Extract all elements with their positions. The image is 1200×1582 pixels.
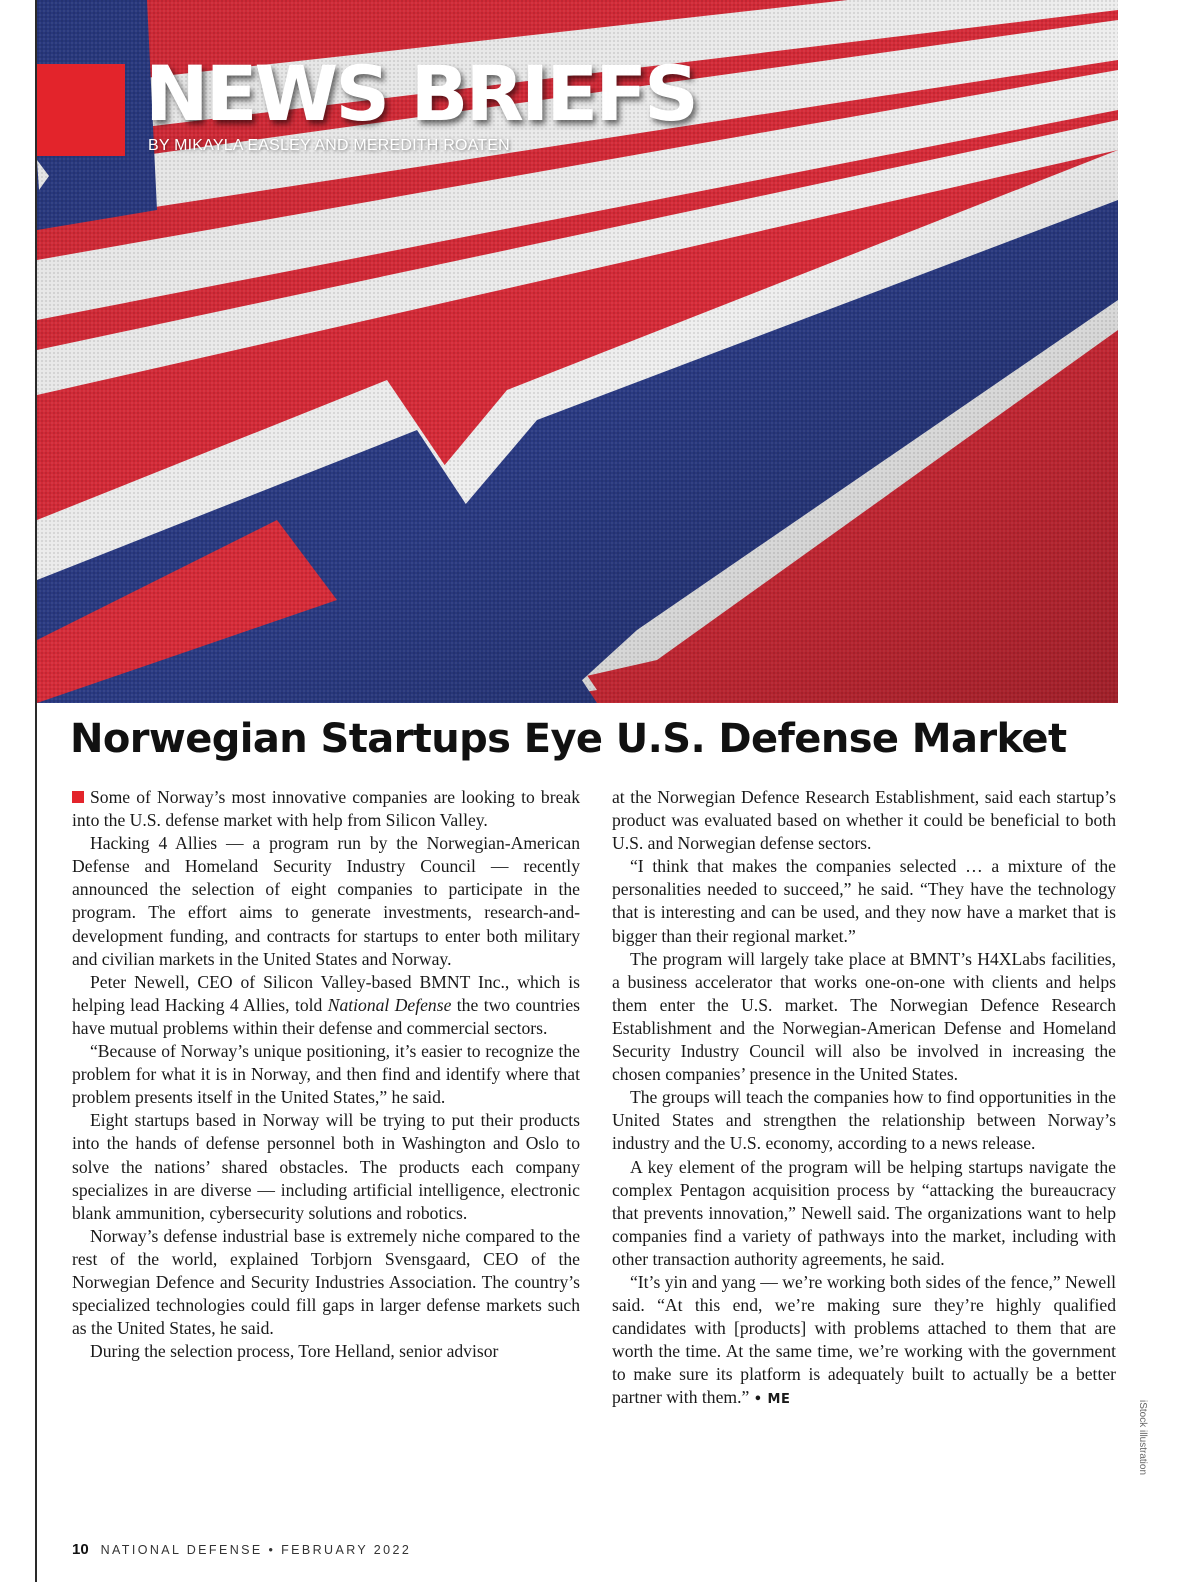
page-number: 10	[72, 1541, 89, 1558]
article-paragraph: Eight startups based in Norway will be trying to put their products into the hands of defense personnel both in Washington and Oslo to solve the nations’ shared obstacles. The products each company specializes in are diverse — including artificial intelligence, electronic blank ammunition, cybersecurity solutions and robotics.	[72, 1110, 580, 1223]
article-column-right	[612, 786, 1116, 1412]
article-paragraph	[612, 1271, 1116, 1412]
publication-name: National Defense	[327, 994, 452, 1015]
bullet-square-icon	[72, 791, 84, 803]
paragraph-text: “It’s yin and yang — we’re working both sides of the fence,” Newell said. “At this end, we’re making sure they’re highly qualified candidates with [products] with problems attached to them that are worth the time. At the same time, we’re working with the government to make sure its platform is adequately built to actually be a better partner with them.”	[612, 1271, 1116, 1408]
article-column-left	[72, 786, 580, 1363]
article-paragraph: During the selection process, Tore Helland, senior advisor	[90, 1341, 499, 1362]
article-paragraph: The program will largely take place at BMNT’s H4XLabs facilities, a business accelerator that works one-on-one with clients and helps them enter the U.S. market. The Norwegian Defence Research Establishment and the Norwegian-American Defense and Homeland Security Industry Council will also be involved in increasing the chosen companies’ presence in the United States.	[612, 948, 1116, 1085]
author-signature: • ME	[753, 1392, 791, 1408]
photo-credit: iStock illustration	[1137, 1400, 1148, 1476]
paragraph-text: Peter Newell, CEO of Silicon Valley-based BMNT Inc., which is helping lead Hacking 4 Allies, told	[72, 971, 580, 1015]
article-paragraph	[72, 971, 580, 1040]
paragraph-text: the two countries have mutual problems within their defense and commercial sectors.	[72, 994, 580, 1038]
article-paragraph: “Because of Norway’s unique positioning, it’s easier to recognize the problem for what it is in Norway, and then find and identify where that problem presents itself in the United States,” he said.	[72, 1041, 580, 1108]
article-paragraph: Hacking 4 Allies — a program run by the Norwegian-American Defense and Homeland Security Industry Council — recently announced the selection of eight companies to participate in the program. The effort aims to generate investments, research-and-development funding, and contracts for startups to enter both military and civilian markets in the United States and Norway.	[72, 833, 580, 969]
byline: BY MIKAYLA EASLEY AND MEREDITH ROATEN	[148, 137, 510, 154]
article-paragraph: Norway’s defense industrial base is extremely niche compared to the rest of the world, explained Torbjorn Svensgaard, CEO of the Norwegian Defence and Security Industries Association. The country’s specialized technologies could fill gaps in larger defense markets such as the United States, he said.	[72, 1225, 580, 1339]
page-footer	[72, 1541, 411, 1558]
article-paragraph: at the Norwegian Defence Research Establishment, said each startup’s product was evaluated based on whether it could be beneficial to both U.S. and Norwegian defense sectors.	[612, 787, 1116, 854]
section-marker-square	[37, 64, 125, 156]
article-headline: Norwegian Startups Eye U.S. Defense Market	[70, 716, 1067, 762]
article-paragraph: “I think that makes the companies selected … a mixture of the personalities needed to succeed,” he said. “They have the technology that is interesting and can be used, and they now have a market that is bigger than their regional market.”	[612, 856, 1116, 946]
paragraph-text: Some of Norway’s most innovative companies are looking to break into the U.S. defense market with help from Silicon Valley.	[72, 787, 580, 831]
article-paragraph	[72, 786, 580, 832]
publication-dateline: NATIONAL DEFENSE • FEBRUARY 2022	[100, 1543, 412, 1557]
article-paragraph: A key element of the program will be helping startups navigate the complex Pentagon acquisition process by “attacking the bureaucracy that prevents innovation,” Newell said. The organizations want to help companies find a variety of pathways into the market, including with other transaction authority agreements, he said.	[612, 1156, 1116, 1269]
section-title: NEWS BRIEFS	[145, 49, 696, 138]
article-paragraph: The groups will teach the companies how to find opportunities in the United States and strengthen the relationship between Norway’s industry and the U.S. economy, according to a news release.	[612, 1087, 1116, 1154]
